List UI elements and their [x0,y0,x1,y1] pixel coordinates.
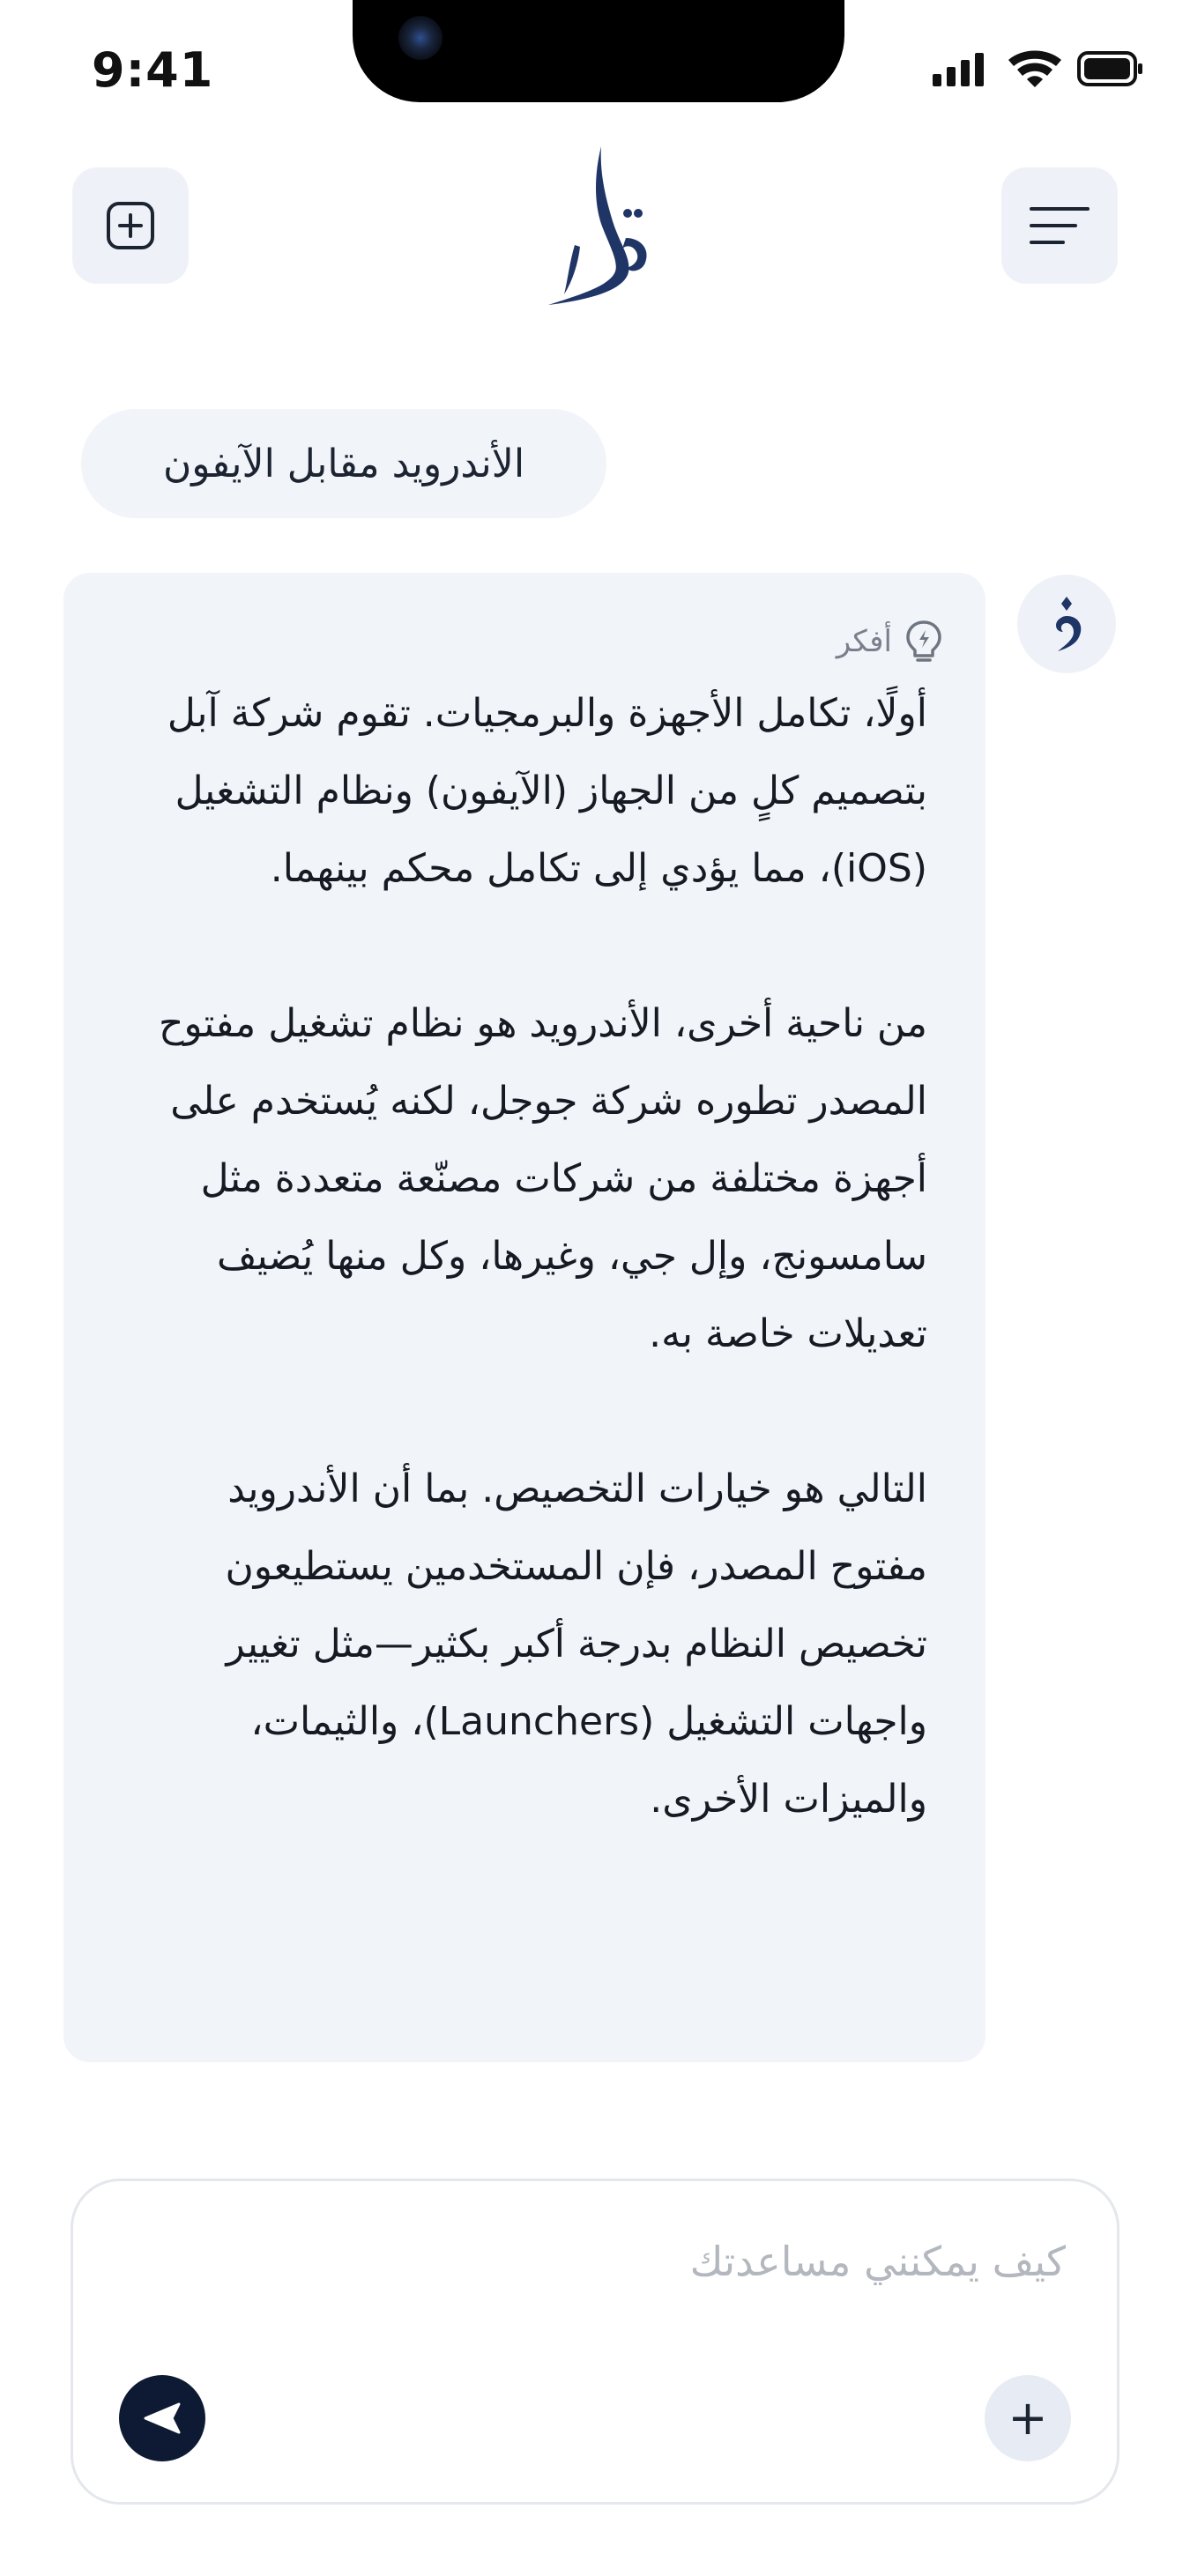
assistant-message-text [122,675,927,1838]
message-paragraph: أولًا، تكامل الأجهزة والبرمجيات. تقوم شركة آبل بتصميم كلٍ من الجهاز (الآيفون) ونظام التشغيل (iOS)، مما يؤدي إلى تكامل محكم بينهما. [167,691,927,891]
new-chat-button[interactable] [72,167,189,284]
menu-lines-icon [1028,204,1091,248]
thinking-indicator[interactable] [122,617,943,666]
front-camera [398,16,443,60]
afkar-logo [529,139,670,316]
message-paragraph: التالي هو خيارات التخصيص. بما أن الأندرويد مفتوح المصدر، فإن المستخدمين يستطيعون تخصيص النظام بدرجة أكبر بكثير—مثل تغيير واجهات التشغيل (Launchers)، والثيمات، والميزات الأخرى. [225,1466,927,1822]
wifi-icon [1008,51,1061,88]
status-icons [933,48,1144,90]
send-arrow-icon [142,2401,182,2436]
user-message: الأندرويد مقابل الآيفون [81,409,606,518]
afkar-avatar-icon [1040,593,1093,655]
battery-icon [1079,53,1142,85]
assistant-message [63,573,985,2062]
cellular-signal-icon [933,53,984,86]
plus-square-icon [105,200,156,251]
status-time: 9:41 [92,42,214,98]
assistant-avatar [1017,575,1116,673]
message-input[interactable] [144,2225,1067,2298]
lightbulb-icon [904,620,943,664]
attach-button[interactable]: + [985,2375,1071,2461]
thinking-label: أفكر [836,624,892,659]
menu-button[interactable] [1001,167,1118,284]
message-composer [71,2179,1119,2505]
message-paragraph: من ناحية أخرى، الأندرويد هو نظام تشغيل مفتوح المصدر تطوره شركة جوجل، لكنه يُستخدم على أجهزة مختلفة من شركات مصنّعة متعددة مثل سامسونج، وإل جي، وغيرها، وكل منها يُضيف تعديلات خاصة به. [158,1001,927,1356]
send-button[interactable] [119,2375,205,2461]
